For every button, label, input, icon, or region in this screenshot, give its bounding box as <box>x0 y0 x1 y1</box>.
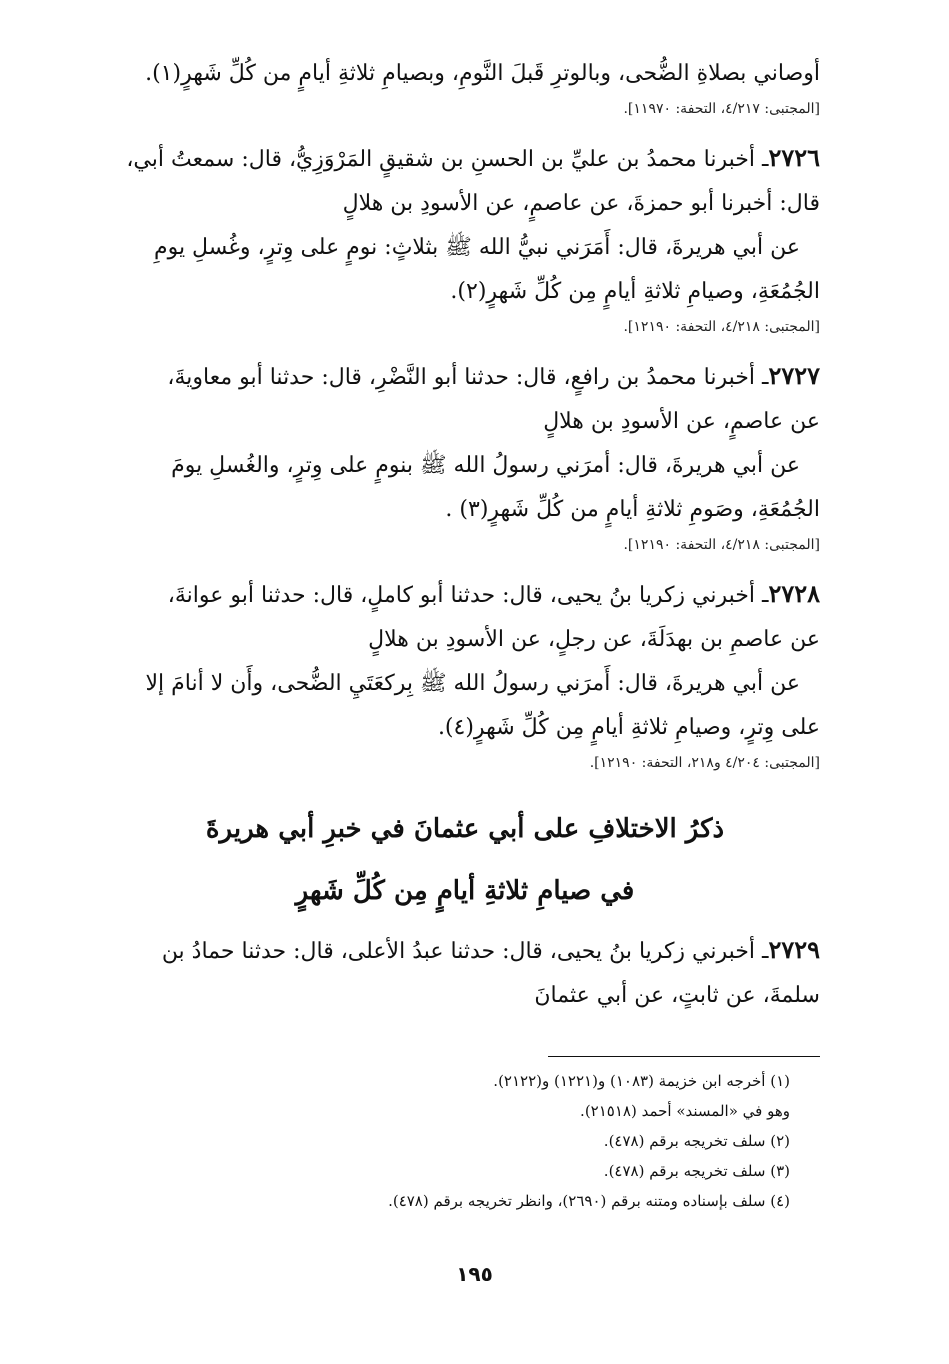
footnote: (٣) سلف تخريجه برقم (٤٧٨). <box>603 1162 790 1180</box>
citation: [المجتبى: ٤/٢١٧، التحفة: ١١٩٧٠]. <box>623 101 820 117</box>
hadith-chain-line <box>110 572 820 618</box>
footnote: (٢) سلف تخريجه برقم (٤٧٨). <box>603 1132 790 1150</box>
hadith-2726 <box>110 136 820 340</box>
citation: [المجتبى: ٤/٢١٨، التحفة: ١٢١٩٠]. <box>623 537 820 553</box>
text-line: عن أبي هريرةَ، قال: أمرَني رسولُ الله ﷺ بنومٍ على وِترٍ، والغُسلِ يومَ <box>171 453 800 478</box>
section-heading-line: في صيامِ ثلاثةِ أيامٍ مِن كُلِّ شَهرٍ <box>295 876 635 906</box>
hadith-2727 <box>110 354 820 558</box>
citation: [المجتبى: ٤/٢١٨، التحفة: ١٢١٩٠]. <box>623 319 820 335</box>
hadith-2728 <box>110 572 820 776</box>
section-heading-line: ذكرُ الاختلافِ على أبي عثمانَ في خبرِ أبي هريرةَ <box>205 814 725 844</box>
hadith-chain-text: ـ أخبرنا محمدُ بن رافعٍ، قال: حدثنا أبو النَّضْرِ، قال: حدثنا أبو معاويةَ، <box>167 365 769 390</box>
hadith-chain-line <box>110 354 820 400</box>
text-line: عن أبي هريرةَ، قال: أَمرَني رسولُ الله ﷺ بِركعَتَيِ الضُّحى، وأَن لا أنامَ إلا <box>145 671 800 696</box>
citation: [المجتبى: ٤/٢٠٤ و٢١٨، التحفة: ١٢١٩٠]. <box>589 755 820 771</box>
footnotes <box>320 1066 790 1216</box>
hadith-number: ٢٧٢٦ <box>768 143 820 172</box>
section-heading <box>110 798 820 922</box>
footnote: (٤) سلف بإسناده ومتنه برقم (٢٦٩٠)، وانظر تخريجه برقم (٤٧٨). <box>388 1192 790 1210</box>
text-line: عن عاصمٍ، عن الأسودِ بن هلالٍ <box>543 409 820 434</box>
text-line: أوصاني بصلاةِ الضُّحى، وبالوترِ قَبلَ النَّومِ، وبصيامِ ثلاثةِ أيامٍ من كُلِّ شَهرٍ(١). <box>145 61 820 86</box>
text-line: الجُمُعَةِ، وصَومِ ثلاثةِ أيامٍ من كُلِّ شَهرٍ(٣) . <box>445 497 820 522</box>
footnote: (١) أخرجه ابن خزيمة (١٠٨٣) و(١٢٢١) و(٢١٢٢). <box>493 1072 790 1090</box>
hadith-chain-text: ـ أخبرني زكريا بنُ يحيى، قال: حدثنا أبو كاملٍ، قال: حدثنا أبو عوانةَ، <box>167 583 769 608</box>
hadith-2729 <box>110 928 820 1018</box>
hadith-chain-text: ـ أخبرنا محمدُ بن عليِّ بن الحسنِ بن شقيقٍ المَرْوَزِيُّ، قال: سمعتُ أبي، <box>126 147 769 172</box>
text-line: الجُمُعَةِ، وصيامِ ثلاثةِ أيامٍ مِن كُلِّ شَهرٍ(٢). <box>450 279 820 304</box>
text-line: قال: أخبرنا أبو حمزةَ، عن عاصمٍ، عن الأسودِ بن هلالٍ <box>342 191 820 216</box>
hadith-chain-line <box>110 136 820 182</box>
page-body <box>110 52 820 1022</box>
hadith-number: ٢٧٢٩ <box>768 935 820 964</box>
hadith-number: ٢٧٢٧ <box>768 361 820 390</box>
hadith-chain-line <box>110 928 820 974</box>
footnote: وهو في «المسند» أحمد (٢١٥١٨). <box>580 1102 790 1120</box>
text-line: عن أبي هريرةَ، قال: أَمَرَني نبيُّ الله ﷺ بثلاثٍ: نومٍ على وِترٍ، وغُسلِ يومِ <box>153 235 800 260</box>
hadith-number: ٢٧٢٨ <box>768 579 820 608</box>
text-line: على وِترٍ، وصيامِ ثلاثةِ أيامٍ مِن كُلِّ شَهرٍ(٤). <box>437 715 820 740</box>
text-line: عن عاصمِ بن بهدَلَةَ، عن رجلٍ، عن الأسودِ بن هلالٍ <box>368 627 820 652</box>
footnote-separator <box>548 1056 820 1057</box>
text-line: سلمةَ، عن ثابتٍ، عن أبي عثمانَ <box>534 983 820 1008</box>
page-number: ١٩٥ <box>456 1262 493 1286</box>
hadith-chain-text: ـ أخبرني زكريا بنُ يحيى، قال: حدثنا عبدُ الأعلى، قال: حدثنا حمادُ بن <box>161 939 769 964</box>
